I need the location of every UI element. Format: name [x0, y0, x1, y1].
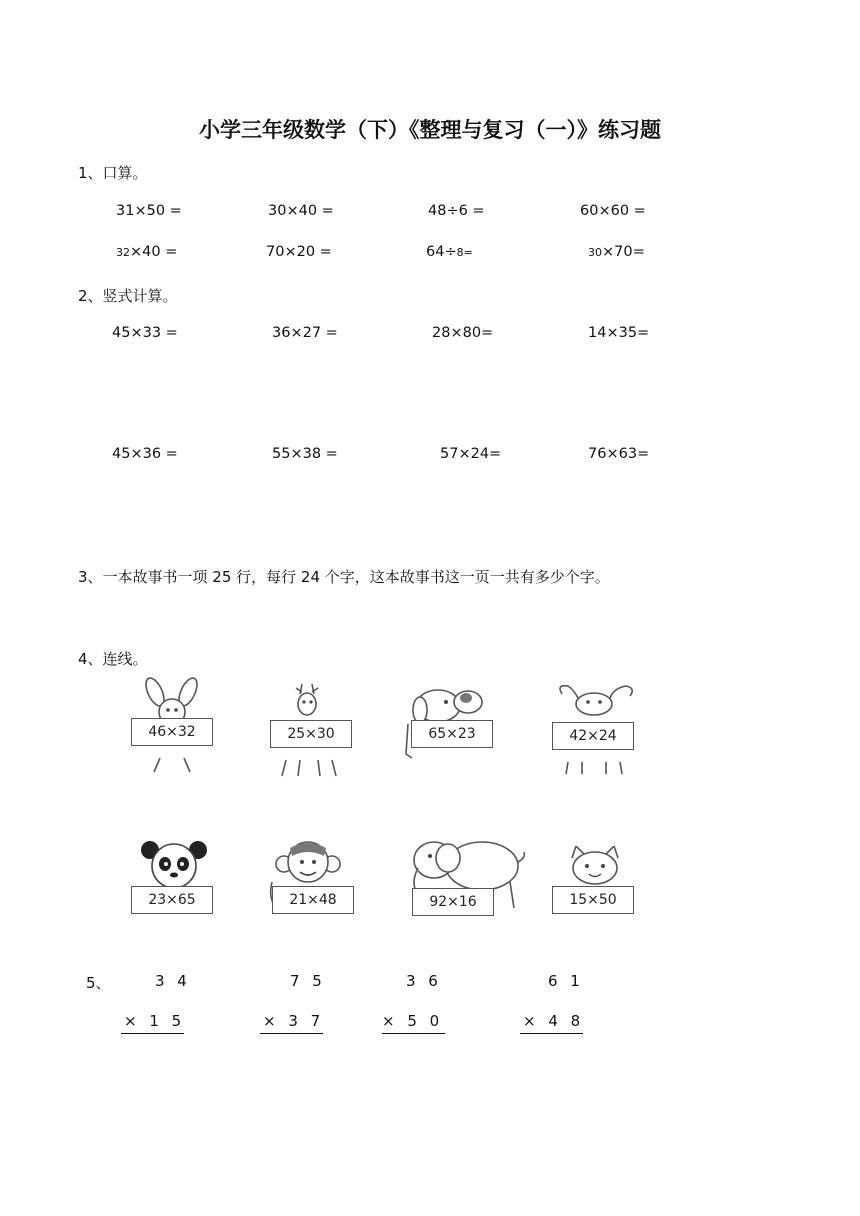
- expr-part: 32: [116, 246, 130, 259]
- q2-heading: 2、竖式计算。: [78, 287, 178, 305]
- match-card-label[interactable]: 42×24: [552, 722, 634, 750]
- page-title: 小学三年级数学（下）《整理与复习（一）》练习题: [199, 118, 661, 142]
- q1-expression: 30×40 =: [268, 203, 334, 219]
- q2-expression: 28×80=: [432, 325, 494, 341]
- answer-line: [260, 1033, 323, 1034]
- vertical-top-number: 6 1: [548, 972, 584, 990]
- vertical-multiplier: × 5 0: [382, 1012, 444, 1030]
- panda-icon: [136, 838, 216, 928]
- q1-expression: 60×60 =: [580, 203, 646, 219]
- answer-line: [520, 1033, 583, 1034]
- expr-part: 30: [588, 246, 602, 259]
- q4-heading: 4、连线。: [78, 650, 148, 668]
- vertical-top-number: 3 6: [406, 972, 442, 990]
- q1-expression: 48÷6 =: [428, 203, 485, 219]
- q1-heading: 1、口算。: [78, 164, 148, 182]
- q2-expression: 55×38 =: [272, 446, 338, 462]
- q1-expression: [588, 244, 645, 260]
- q2-expression: 36×27 =: [272, 325, 338, 341]
- expr-part: ×70=: [602, 244, 645, 260]
- q1-expression: 31×50 =: [116, 203, 182, 219]
- q2-expression: 76×63=: [588, 446, 650, 462]
- elephant-icon: [406, 832, 530, 932]
- vertical-top-number: 3 4: [155, 972, 191, 990]
- q3-text: 3、一本故事书一项 25 行，每行 24 个字，这本故事书这一页一共有多少个字。: [78, 568, 610, 586]
- answer-line: [382, 1033, 445, 1034]
- match-card-label[interactable]: 23×65: [131, 886, 213, 914]
- vertical-multiplier: × 3 7: [263, 1012, 325, 1030]
- match-card-label[interactable]: 25×30: [270, 720, 352, 748]
- answer-line: [121, 1033, 184, 1034]
- match-card-label[interactable]: 46×32: [131, 718, 213, 746]
- vertical-multiplier: × 4 8: [523, 1012, 585, 1030]
- q2-expression: 57×24=: [440, 446, 502, 462]
- monkey-icon: [266, 838, 356, 928]
- expr-part: 70×20 =: [266, 244, 332, 260]
- expr-part: 8=: [456, 246, 473, 259]
- match-card-label[interactable]: 65×23: [411, 720, 493, 748]
- match-card-label[interactable]: 21×48: [272, 886, 354, 914]
- vertical-multiplier: × 1 5: [124, 1012, 186, 1030]
- expr-part: 64÷: [426, 244, 457, 260]
- q2-expression: 45×36 =: [112, 446, 178, 462]
- q1-expression: [426, 244, 473, 260]
- vertical-top-number: 7 5: [290, 972, 326, 990]
- q5-heading: 5、: [86, 974, 111, 992]
- q1-expression: [116, 244, 177, 260]
- match-card-label[interactable]: 92×16: [412, 888, 494, 916]
- q2-expression: 45×33 =: [112, 325, 178, 341]
- q2-expression: 14×35=: [588, 325, 650, 341]
- q1-expression: [266, 244, 332, 260]
- expr-part: ×40 =: [130, 244, 178, 260]
- match-card-label[interactable]: 15×50: [552, 886, 634, 914]
